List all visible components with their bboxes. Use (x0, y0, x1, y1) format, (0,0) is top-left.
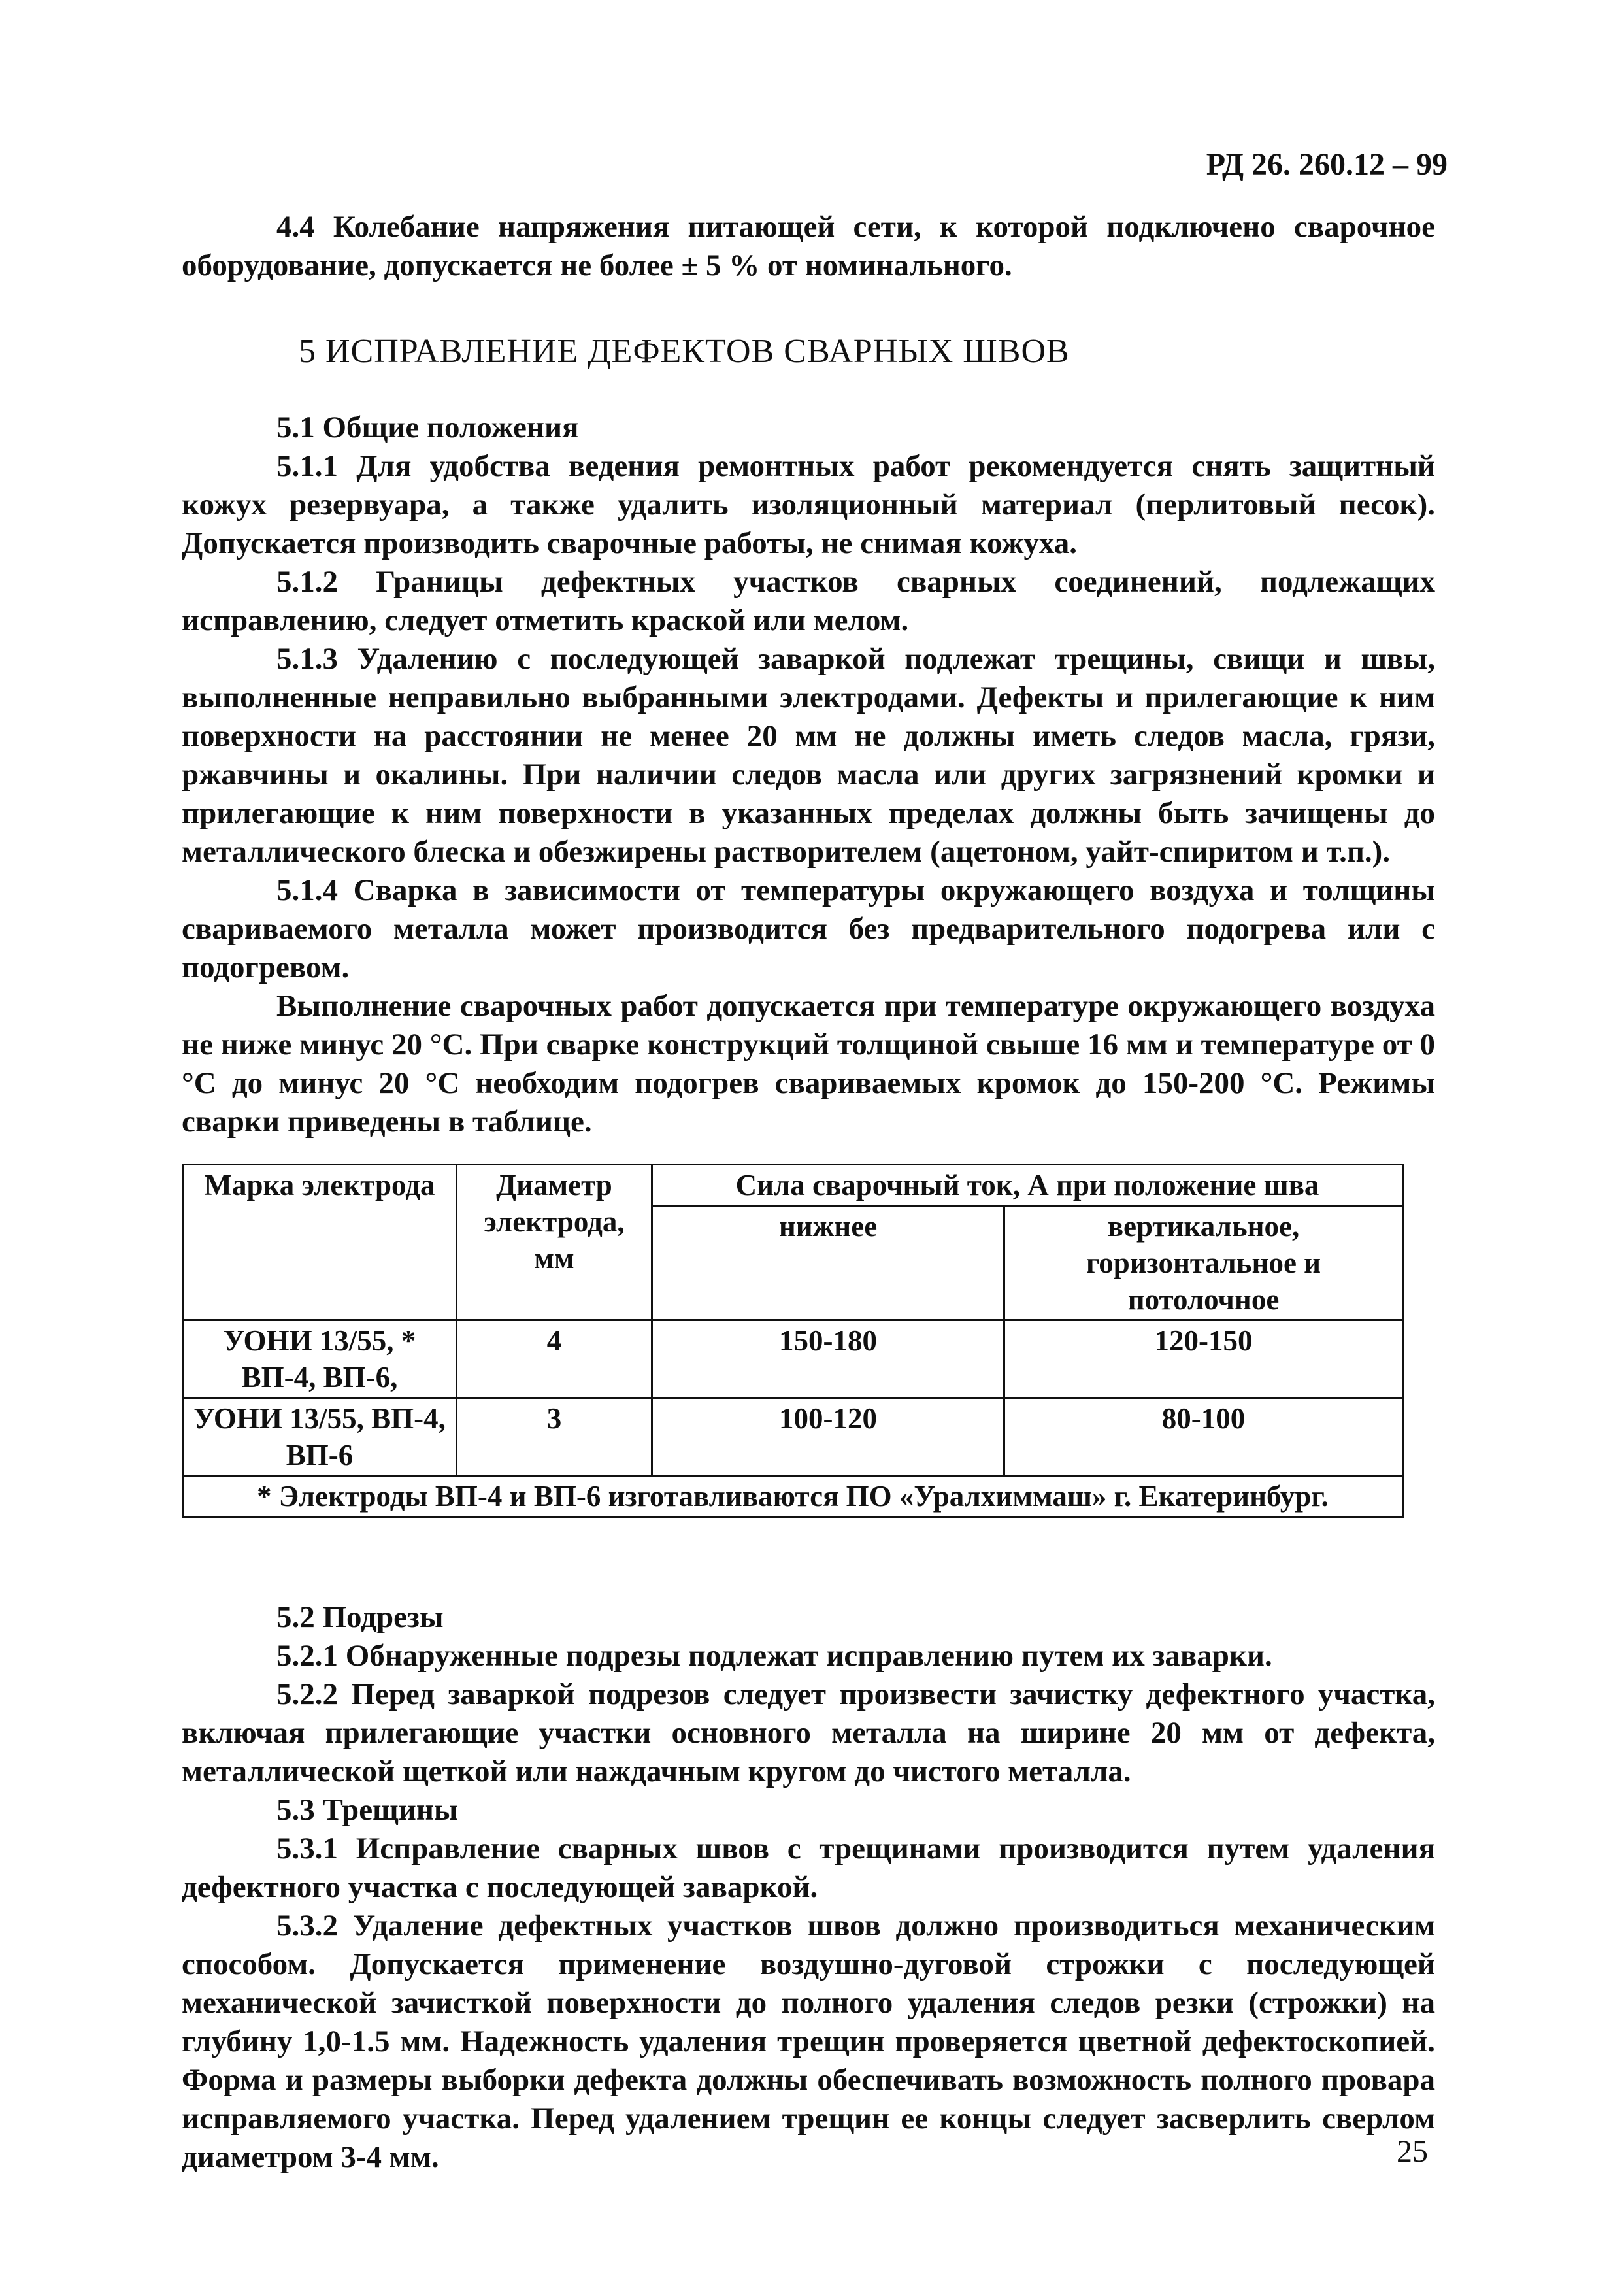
p511-text: 5.1.1 Для удобства ведения ремонтных работ рекомендуется снять защитный кожух резервуара, а также удалить изоляционный материал (перлитовый песок). Допускается производить сварочные работы, не снимая кожуха. (182, 449, 1435, 560)
header-vertical: вертикальное, горизонтальное и потолочное (1004, 1206, 1403, 1320)
p44-text: 4.4 Колебание напряжения питающей сети, к которой подключено сварочное оборудование, допускается не более ± 5 % от номинального. (182, 210, 1435, 282)
document-code-header: РД 26. 260.12 – 99 (1206, 147, 1448, 182)
paragraph-4-4 (182, 208, 1435, 285)
p513-text: 5.1.3 Удалению с последующей заваркой подлежат трещины, свищи и швы, выполненные неправильно выбранными электродами. Дефекты и прилегающие к ним поверхности на расстоянии не менее 20 мм не должны иметь следов масла, грязи, ржавчины и окалины. При наличии следов масла или других загрязнений кромки и прилегающие к ним поверхности в указанных пределах должны быть зачищены до металлического блеска и обезжирены растворителем (ацетоном, уайт-спиритом и т.п.). (182, 642, 1435, 869)
p532-text: 5.3.2 Удаление дефектных участков швов должно производиться механическим способом. Допускается применение воздушно-дуговой строжки с последующей механической зачисткой поверхности до полного удаления следов резки (строжки) на глубину 1,0-1.5 мм. Надежность удаления трещин проверяется цветной дефектоскопией. Форма и размеры выборки дефекта должны обеспечивать возможность полного провара исправляемого участка. Перед удалением трещин ее концы следует засверлить сверлом диаметром 3-4 мм. (182, 1909, 1435, 2174)
section-5-1-block (182, 409, 1435, 1141)
cell-marka: УОНИ 13/55, * ВП-4, ВП-6, (183, 1320, 457, 1398)
p514b-text: Выполнение сварочных работ допускается при температуре окружающего воздуха не ниже минус 20 °С. При сварке конструкций толщиной свыше 16 мм и температуре от 0 °С до минус 20 °С необходим подогрев свариваемых кромок до 150-200 °С. Режимы сварки приведены в таблице. (182, 989, 1435, 1139)
header-current: Сила сварочный ток, А при положение шва (652, 1165, 1403, 1206)
cell-diameter: 4 (457, 1320, 652, 1398)
s51-title: 5.1 Общие положения (276, 410, 579, 444)
p512-text: 5.1.2 Границы дефектных участков сварных соединений, подлежащих исправлению, следует отметить краской или мелом. (182, 565, 1435, 637)
section-5-2-5-3-block (182, 1598, 1435, 2177)
cell-lower: 150-180 (652, 1320, 1004, 1398)
cell-vertical: 80-100 (1004, 1398, 1403, 1476)
cell-vertical: 120-150 (1004, 1320, 1403, 1398)
p531-text: 5.3.1 Исправление сварных швов с трещинами производится путем удаления дефектного участка с последующей заваркой. (182, 1832, 1435, 1904)
table-footnote: * Электроды ВП-4 и ВП-6 изготавливаются ПО «Уралхиммаш» г. Екатеринбург. (183, 1476, 1403, 1517)
p521-text: 5.2.1 Обнаруженные подрезы подлежат исправлению путем их заварки. (276, 1639, 1272, 1673)
s52-title: 5.2 Подрезы (276, 1600, 444, 1634)
table-row (183, 1320, 1403, 1398)
p514-text: 5.1.4 Сварка в зависимости от температуры окружающего воздуха и толщины свариваемого металла может производится без предварительного подогрева или с подогревом. (182, 873, 1435, 984)
header-diameter: Диаметр электрода, мм (457, 1165, 652, 1320)
table-row (183, 1398, 1403, 1476)
welding-modes-table (182, 1164, 1404, 1518)
section-5-title: 5 ИСПРАВЛЕНИЕ ДЕФЕКТОВ СВАРНЫХ ШВОВ (299, 333, 1070, 370)
header-lower: нижнее (652, 1206, 1004, 1320)
header-marka: Марка электрода (183, 1165, 457, 1320)
cell-diameter: 3 (457, 1398, 652, 1476)
p522-text: 5.2.2 Перед заваркой подрезов следует произвести зачистку дефектного участка, включая прилегающие участки основного металла на ширине 20 мм от дефекта, металлической щеткой или наждачным кругом до чистого металла. (182, 1677, 1435, 1788)
cell-lower: 100-120 (652, 1398, 1004, 1476)
s53-title: 5.3 Трещины (276, 1793, 458, 1827)
page-number: 25 (1397, 2134, 1428, 2169)
cell-marka: УОНИ 13/55, ВП-4, ВП-6 (183, 1398, 457, 1476)
